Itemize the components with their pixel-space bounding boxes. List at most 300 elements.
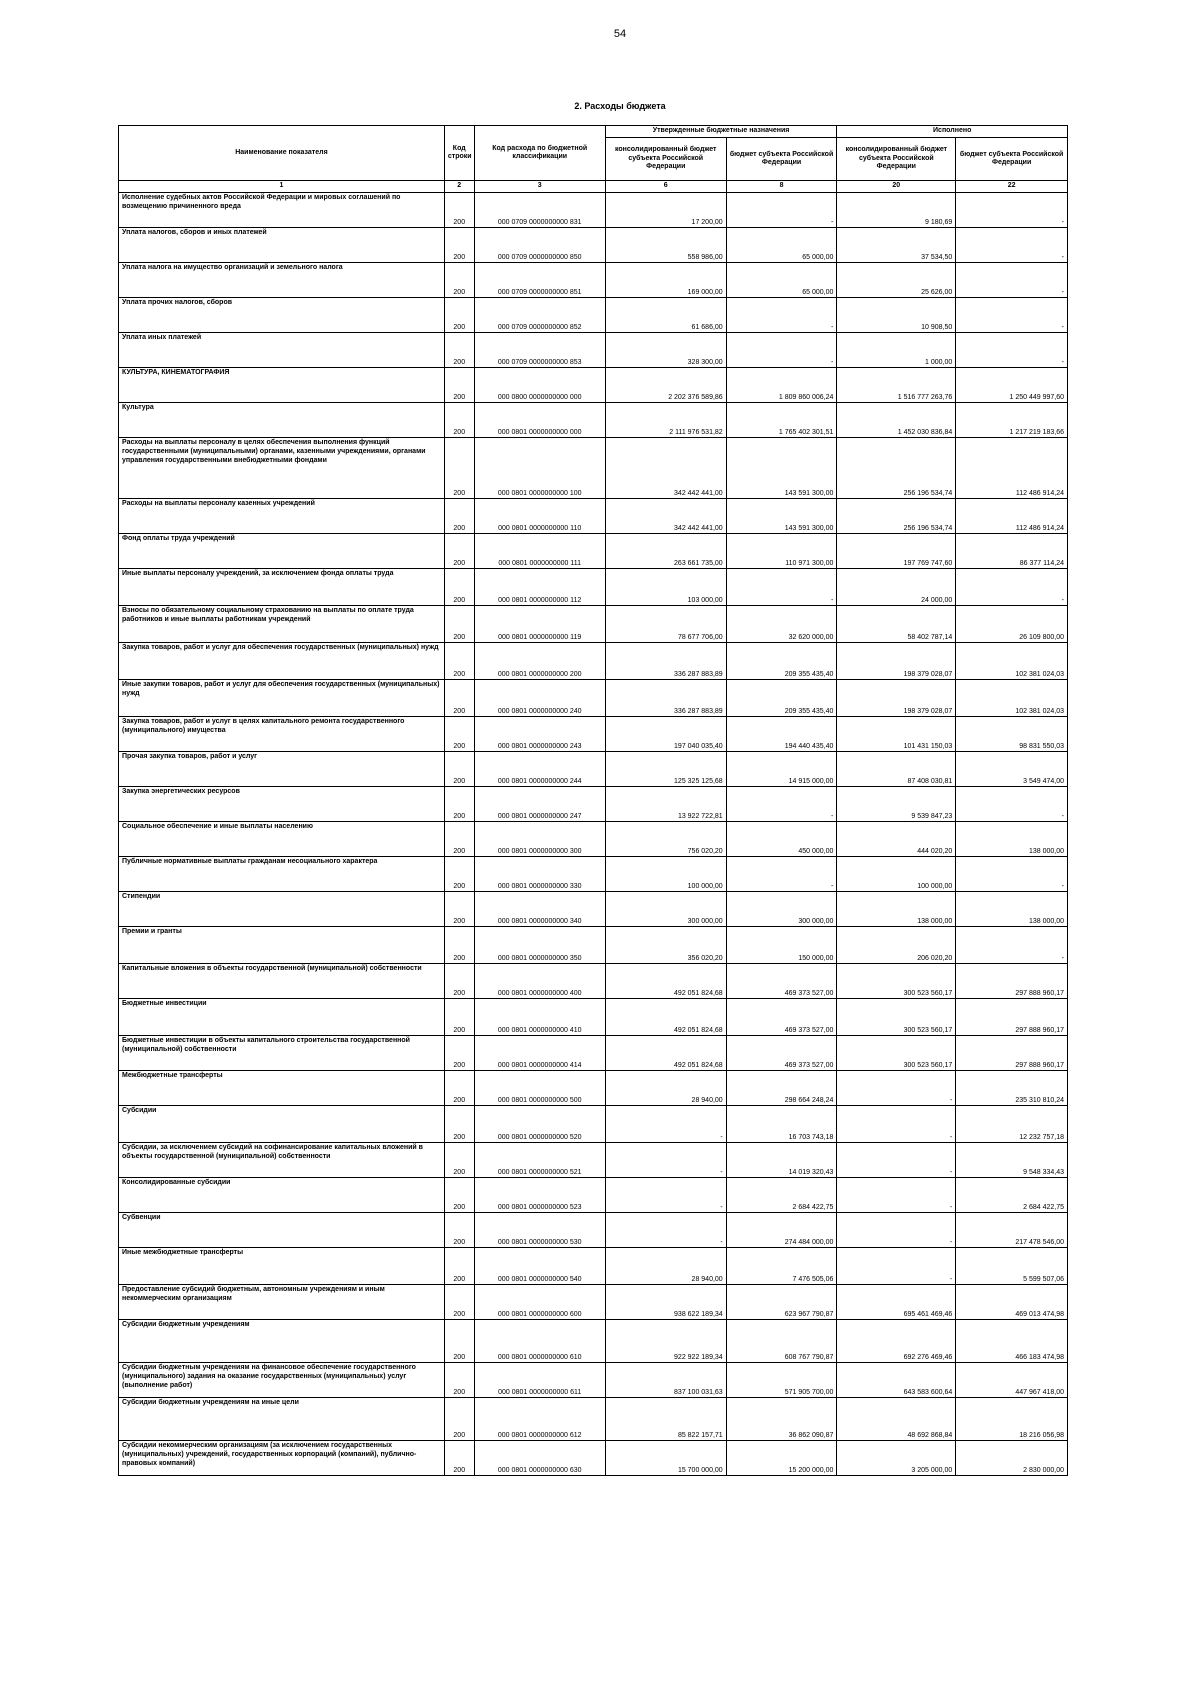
row-executed-subject: 3 549 474,00 — [956, 752, 1068, 787]
row-executed-subject: - — [956, 857, 1068, 892]
row-approved-subject: 2 684 422,75 — [726, 1178, 837, 1213]
column-number: 8 — [726, 181, 837, 193]
row-executed-consolidated: 444 020,20 — [837, 822, 956, 857]
row-budget-code: 000 0801 0000000000 110 — [474, 499, 605, 534]
row-approved-subject: - — [726, 569, 837, 606]
row-approved-subject: 65 000,00 — [726, 228, 837, 263]
table-row — [119, 1441, 1068, 1476]
row-line-code: 200 — [444, 752, 474, 787]
table-row — [119, 1143, 1068, 1178]
row-executed-subject: - — [956, 228, 1068, 263]
table-row — [119, 1285, 1068, 1320]
row-line-code: 200 — [444, 499, 474, 534]
row-approved-subject: 1 765 402 301,51 — [726, 403, 837, 438]
row-line-code: 200 — [444, 1143, 474, 1178]
row-approved-consolidated: 2 111 976 531,82 — [605, 403, 726, 438]
row-name: Расходы на выплаты персоналу в целях обеспечения выполнения функций государственными (муниципальными) органами, казенными учреждениями, органами управления государственными внебюджетными фондами — [119, 438, 445, 499]
row-approved-subject: 274 484 000,00 — [726, 1213, 837, 1248]
row-line-code: 200 — [444, 333, 474, 368]
row-executed-consolidated: 87 408 030,81 — [837, 752, 956, 787]
row-approved-subject: 7 476 505,06 — [726, 1248, 837, 1285]
row-budget-code: 000 0801 0000000000 612 — [474, 1398, 605, 1441]
row-executed-consolidated: 197 769 747,60 — [837, 534, 956, 569]
row-approved-subject: - — [726, 857, 837, 892]
row-line-code: 200 — [444, 999, 474, 1036]
table-row — [119, 857, 1068, 892]
row-executed-consolidated: - — [837, 1071, 956, 1106]
row-executed-subject: 297 888 960,17 — [956, 964, 1068, 999]
table-row — [119, 717, 1068, 752]
row-line-code: 200 — [444, 403, 474, 438]
table-row — [119, 298, 1068, 333]
row-approved-consolidated: 125 325 125,68 — [605, 752, 726, 787]
row-budget-code: 000 0801 0000000000 240 — [474, 680, 605, 717]
row-executed-subject: 2 684 422,75 — [956, 1178, 1068, 1213]
row-approved-subject: 14 915 000,00 — [726, 752, 837, 787]
row-name: Уплата налогов, сборов и иных платежей — [119, 228, 445, 263]
table-row — [119, 1248, 1068, 1285]
row-approved-subject: 571 905 700,00 — [726, 1363, 837, 1398]
row-approved-consolidated: 336 287 883,89 — [605, 643, 726, 680]
row-name: Уплата иных платежей — [119, 333, 445, 368]
header-executed-consolidated: консолидированный бюджет субъекта Российской Федерации — [837, 138, 956, 181]
row-executed-subject: 297 888 960,17 — [956, 1036, 1068, 1071]
row-approved-consolidated: - — [605, 1106, 726, 1143]
row-name: Субсидии бюджетным учреждениям — [119, 1320, 445, 1363]
table-row — [119, 1320, 1068, 1363]
row-budget-code: 000 0801 0000000000 600 — [474, 1285, 605, 1320]
row-approved-subject: 150 000,00 — [726, 927, 837, 964]
row-executed-subject: 235 310 810,24 — [956, 1071, 1068, 1106]
row-budget-code: 000 0801 0000000000 244 — [474, 752, 605, 787]
row-name: Публичные нормативные выплаты гражданам несоциального характера — [119, 857, 445, 892]
row-executed-subject: 138 000,00 — [956, 892, 1068, 927]
row-executed-consolidated: 3 205 000,00 — [837, 1441, 956, 1476]
row-budget-code: 000 0801 0000000000 112 — [474, 569, 605, 606]
row-approved-consolidated: 28 940,00 — [605, 1071, 726, 1106]
row-approved-subject: 143 591 300,00 — [726, 438, 837, 499]
row-budget-code: 000 0801 0000000000 530 — [474, 1213, 605, 1248]
row-executed-consolidated: 198 379 028,07 — [837, 643, 956, 680]
row-approved-subject: 300 000,00 — [726, 892, 837, 927]
table-row — [119, 752, 1068, 787]
row-executed-consolidated: 101 431 150,03 — [837, 717, 956, 752]
row-approved-subject: 623 967 790,87 — [726, 1285, 837, 1320]
row-line-code: 200 — [444, 298, 474, 333]
row-executed-subject: - — [956, 298, 1068, 333]
row-executed-subject: 217 478 546,00 — [956, 1213, 1068, 1248]
row-line-code: 200 — [444, 1398, 474, 1441]
row-name: КУЛЬТУРА, КИНЕМАТОГРАФИЯ — [119, 368, 445, 403]
table-row — [119, 403, 1068, 438]
row-executed-consolidated: - — [837, 1143, 956, 1178]
table-row — [119, 927, 1068, 964]
row-executed-consolidated: 256 196 534,74 — [837, 499, 956, 534]
row-approved-consolidated: 85 822 157,71 — [605, 1398, 726, 1441]
row-approved-consolidated: 263 661 735,00 — [605, 534, 726, 569]
header-executed: Исполнено — [837, 126, 1068, 138]
row-approved-consolidated: 61 686,00 — [605, 298, 726, 333]
row-executed-consolidated: 300 523 560,17 — [837, 999, 956, 1036]
column-number: 1 — [119, 181, 445, 193]
row-line-code: 200 — [444, 717, 474, 752]
table-row — [119, 822, 1068, 857]
table-row — [119, 193, 1068, 228]
row-budget-code: 000 0801 0000000000 610 — [474, 1320, 605, 1363]
row-name: Прочая закупка товаров, работ и услуг — [119, 752, 445, 787]
row-budget-code: 000 0801 0000000000 100 — [474, 438, 605, 499]
row-executed-subject: 18 216 056,98 — [956, 1398, 1068, 1441]
row-approved-consolidated: 342 442 441,00 — [605, 438, 726, 499]
row-approved-consolidated: 17 200,00 — [605, 193, 726, 228]
row-approved-consolidated: 938 622 189,34 — [605, 1285, 726, 1320]
row-executed-subject: 466 183 474,98 — [956, 1320, 1068, 1363]
row-budget-code: 000 0801 0000000000 330 — [474, 857, 605, 892]
row-approved-consolidated: 78 677 706,00 — [605, 606, 726, 643]
row-name: Бюджетные инвестиции в объекты капитального строительства государственной (муниципальной) собственности — [119, 1036, 445, 1071]
row-name: Расходы на выплаты персоналу казенных учреждений — [119, 499, 445, 534]
header-name: Наименование показателя — [119, 126, 445, 181]
row-executed-subject: 26 109 800,00 — [956, 606, 1068, 643]
row-line-code: 200 — [444, 857, 474, 892]
table-row — [119, 534, 1068, 569]
row-line-code: 200 — [444, 1213, 474, 1248]
row-budget-code: 000 0801 0000000000 523 — [474, 1178, 605, 1213]
row-executed-subject: 447 967 418,00 — [956, 1363, 1068, 1398]
row-approved-consolidated: 197 040 035,40 — [605, 717, 726, 752]
row-approved-consolidated: 342 442 441,00 — [605, 499, 726, 534]
row-approved-consolidated: 300 000,00 — [605, 892, 726, 927]
row-budget-code: 000 0801 0000000000 119 — [474, 606, 605, 643]
row-line-code: 200 — [444, 1363, 474, 1398]
row-approved-consolidated: - — [605, 1213, 726, 1248]
row-budget-code: 000 0801 0000000000 414 — [474, 1036, 605, 1071]
row-executed-consolidated: - — [837, 1213, 956, 1248]
row-executed-subject: - — [956, 569, 1068, 606]
row-executed-subject: 98 831 550,03 — [956, 717, 1068, 752]
row-approved-subject: 143 591 300,00 — [726, 499, 837, 534]
row-budget-code: 000 0709 0000000000 850 — [474, 228, 605, 263]
row-name: Закупка энергетических ресурсов — [119, 787, 445, 822]
table-row — [119, 228, 1068, 263]
row-executed-consolidated: 695 461 469,46 — [837, 1285, 956, 1320]
row-executed-subject: - — [956, 263, 1068, 298]
table-row — [119, 368, 1068, 403]
row-executed-consolidated: 24 000,00 — [837, 569, 956, 606]
row-approved-subject: 608 767 790,87 — [726, 1320, 837, 1363]
row-executed-subject: 112 486 914,24 — [956, 499, 1068, 534]
row-budget-code: 000 0801 0000000000 630 — [474, 1441, 605, 1476]
header-approved-subject: бюджет субъекта Российской Федерации — [726, 138, 837, 181]
row-approved-consolidated: 492 051 824,68 — [605, 999, 726, 1036]
row-approved-consolidated: 2 202 376 589,86 — [605, 368, 726, 403]
column-number: 6 — [605, 181, 726, 193]
row-approved-subject: - — [726, 298, 837, 333]
row-approved-subject: 65 000,00 — [726, 263, 837, 298]
header-line-code: Код строки — [444, 126, 474, 181]
row-approved-subject: 469 373 527,00 — [726, 964, 837, 999]
row-budget-code: 000 0709 0000000000 851 — [474, 263, 605, 298]
row-budget-code: 000 0709 0000000000 831 — [474, 193, 605, 228]
row-executed-consolidated: 692 276 469,46 — [837, 1320, 956, 1363]
row-budget-code: 000 0801 0000000000 200 — [474, 643, 605, 680]
row-executed-consolidated: 48 692 868,84 — [837, 1398, 956, 1441]
row-approved-consolidated: 336 287 883,89 — [605, 680, 726, 717]
row-line-code: 200 — [444, 1071, 474, 1106]
header-approved: Утвержденные бюджетные назначения — [605, 126, 837, 138]
row-executed-subject: 138 000,00 — [956, 822, 1068, 857]
row-approved-consolidated: 328 300,00 — [605, 333, 726, 368]
row-name: Иные межбюджетные трансферты — [119, 1248, 445, 1285]
row-budget-code: 000 0801 0000000000 400 — [474, 964, 605, 999]
row-line-code: 200 — [444, 1320, 474, 1363]
row-approved-consolidated: 28 940,00 — [605, 1248, 726, 1285]
row-approved-subject: 16 703 743,18 — [726, 1106, 837, 1143]
row-line-code: 200 — [444, 1441, 474, 1476]
row-line-code: 200 — [444, 1106, 474, 1143]
row-budget-code: 000 0801 0000000000 520 — [474, 1106, 605, 1143]
row-approved-subject: 450 000,00 — [726, 822, 837, 857]
row-name: Предоставление субсидий бюджетным, автономным учреждениям и иным некоммерческим организациям — [119, 1285, 445, 1320]
row-executed-subject: - — [956, 927, 1068, 964]
row-executed-consolidated: - — [837, 1106, 956, 1143]
row-executed-subject: - — [956, 787, 1068, 822]
row-approved-subject: 1 809 860 006,24 — [726, 368, 837, 403]
row-name: Стипендии — [119, 892, 445, 927]
table-row — [119, 1363, 1068, 1398]
row-executed-consolidated: 256 196 534,74 — [837, 438, 956, 499]
row-executed-consolidated: 9 180,69 — [837, 193, 956, 228]
row-line-code: 200 — [444, 787, 474, 822]
row-name: Субсидии бюджетным учреждениям на иные цели — [119, 1398, 445, 1441]
column-number: 20 — [837, 181, 956, 193]
row-name: Капитальные вложения в объекты государственной (муниципальной) собственности — [119, 964, 445, 999]
row-line-code: 200 — [444, 569, 474, 606]
row-executed-consolidated: - — [837, 1248, 956, 1285]
row-budget-code: 000 0801 0000000000 111 — [474, 534, 605, 569]
row-budget-code: 000 0801 0000000000 410 — [474, 999, 605, 1036]
row-approved-subject: 209 355 435,40 — [726, 680, 837, 717]
row-executed-consolidated: 206 020,20 — [837, 927, 956, 964]
row-budget-code: 000 0801 0000000000 300 — [474, 822, 605, 857]
expenses-table — [118, 125, 1068, 1476]
table-row — [119, 999, 1068, 1036]
row-line-code: 200 — [444, 822, 474, 857]
row-approved-subject: 209 355 435,40 — [726, 643, 837, 680]
row-executed-consolidated: 25 626,00 — [837, 263, 956, 298]
row-approved-subject: 110 971 300,00 — [726, 534, 837, 569]
table-row — [119, 964, 1068, 999]
column-number: 2 — [444, 181, 474, 193]
row-name: Закупка товаров, работ и услуг для обеспечения государственных (муниципальных) нужд — [119, 643, 445, 680]
row-name: Культура — [119, 403, 445, 438]
row-approved-consolidated: 756 020,20 — [605, 822, 726, 857]
table-row — [119, 499, 1068, 534]
row-line-code: 200 — [444, 680, 474, 717]
row-approved-consolidated: 492 051 824,68 — [605, 1036, 726, 1071]
row-name: Субсидии некоммерческим организациям (за исключением государственных (муниципальных) учреждений, государственных корпораций (компаний), публично-правовых компаний) — [119, 1441, 445, 1476]
row-approved-consolidated: 356 020,20 — [605, 927, 726, 964]
row-executed-consolidated: 58 402 787,14 — [837, 606, 956, 643]
table-row — [119, 333, 1068, 368]
row-executed-subject: - — [956, 333, 1068, 368]
table-row — [119, 1106, 1068, 1143]
table-row — [119, 606, 1068, 643]
row-executed-subject: 5 599 507,06 — [956, 1248, 1068, 1285]
table-row — [119, 643, 1068, 680]
row-executed-consolidated: 10 908,50 — [837, 298, 956, 333]
row-name: Премии и гранты — [119, 927, 445, 964]
row-executed-consolidated: - — [837, 1178, 956, 1213]
row-budget-code: 000 0801 0000000000 540 — [474, 1248, 605, 1285]
row-approved-subject: 469 373 527,00 — [726, 999, 837, 1036]
header-approved-consolidated: консолидированный бюджет субъекта Российской Федерации — [605, 138, 726, 181]
table-row — [119, 892, 1068, 927]
row-name: Иные закупки товаров, работ и услуг для обеспечения государственных (муниципальных) нужд — [119, 680, 445, 717]
row-approved-consolidated: 558 986,00 — [605, 228, 726, 263]
row-budget-code: 000 0800 0000000000 000 — [474, 368, 605, 403]
row-executed-consolidated: 300 523 560,17 — [837, 964, 956, 999]
row-approved-consolidated: - — [605, 1178, 726, 1213]
row-executed-consolidated: 1 000,00 — [837, 333, 956, 368]
table-row — [119, 1398, 1068, 1441]
row-name: Бюджетные инвестиции — [119, 999, 445, 1036]
table-row — [119, 569, 1068, 606]
row-budget-code: 000 0801 0000000000 611 — [474, 1363, 605, 1398]
row-name: Субвенции — [119, 1213, 445, 1248]
row-approved-subject: 15 200 000,00 — [726, 1441, 837, 1476]
row-name: Уплата налога на имущество организаций и земельного налога — [119, 263, 445, 298]
row-approved-subject: 469 373 527,00 — [726, 1036, 837, 1071]
row-executed-consolidated: 9 539 847,23 — [837, 787, 956, 822]
row-approved-consolidated: 922 922 189,34 — [605, 1320, 726, 1363]
table-row — [119, 1213, 1068, 1248]
row-executed-subject: 102 381 024,03 — [956, 680, 1068, 717]
table-row — [119, 1071, 1068, 1106]
row-name: Социальное обеспечение и иные выплаты населению — [119, 822, 445, 857]
row-line-code: 200 — [444, 263, 474, 298]
table-row — [119, 438, 1068, 499]
row-approved-consolidated: 169 000,00 — [605, 263, 726, 298]
row-budget-code: 000 0801 0000000000 500 — [474, 1071, 605, 1106]
row-budget-code: 000 0801 0000000000 247 — [474, 787, 605, 822]
row-executed-subject: 9 548 334,43 — [956, 1143, 1068, 1178]
row-approved-consolidated: 103 000,00 — [605, 569, 726, 606]
row-name: Фонд оплаты труда учреждений — [119, 534, 445, 569]
row-name: Межбюджетные трансферты — [119, 1071, 445, 1106]
row-name: Субсидии — [119, 1106, 445, 1143]
row-budget-code: 000 0709 0000000000 853 — [474, 333, 605, 368]
row-executed-subject: - — [956, 193, 1068, 228]
row-approved-subject: - — [726, 193, 837, 228]
row-line-code: 200 — [444, 892, 474, 927]
row-line-code: 200 — [444, 964, 474, 999]
row-executed-consolidated: 300 523 560,17 — [837, 1036, 956, 1071]
row-budget-code: 000 0709 0000000000 852 — [474, 298, 605, 333]
row-executed-subject: 102 381 024,03 — [956, 643, 1068, 680]
row-budget-code: 000 0801 0000000000 243 — [474, 717, 605, 752]
row-name: Исполнение судебных актов Российской Федерации и мировых соглашений по возмещению причиненного вреда — [119, 193, 445, 228]
header-executed-subject: бюджет субъекта Российской Федерации — [956, 138, 1068, 181]
row-executed-consolidated: 1 452 030 836,84 — [837, 403, 956, 438]
row-approved-subject: 32 620 000,00 — [726, 606, 837, 643]
section-title: 2. Расходы бюджета — [574, 101, 666, 111]
row-name: Уплата прочих налогов, сборов — [119, 298, 445, 333]
row-budget-code: 000 0801 0000000000 000 — [474, 403, 605, 438]
row-executed-subject: 297 888 960,17 — [956, 999, 1068, 1036]
row-name: Консолидированные субсидии — [119, 1178, 445, 1213]
row-line-code: 200 — [444, 534, 474, 569]
row-executed-consolidated: 643 583 600,64 — [837, 1363, 956, 1398]
row-line-code: 200 — [444, 606, 474, 643]
row-line-code: 200 — [444, 438, 474, 499]
table-row — [119, 1178, 1068, 1213]
row-approved-consolidated: - — [605, 1143, 726, 1178]
row-line-code: 200 — [444, 1036, 474, 1071]
row-executed-subject: 12 232 757,18 — [956, 1106, 1068, 1143]
row-approved-subject: 298 664 248,24 — [726, 1071, 837, 1106]
column-number: 22 — [956, 181, 1068, 193]
header-budget-code: Код расхода по бюджетной классификации — [474, 126, 605, 181]
row-name: Закупка товаров, работ и услуг в целях капитального ремонта государственного (муниципального) имущества — [119, 717, 445, 752]
row-line-code: 200 — [444, 1248, 474, 1285]
row-executed-subject: 1 250 449 997,60 — [956, 368, 1068, 403]
row-executed-consolidated: 37 534,50 — [837, 228, 956, 263]
table-row — [119, 787, 1068, 822]
row-approved-consolidated: 492 051 824,68 — [605, 964, 726, 999]
row-executed-subject: 2 830 000,00 — [956, 1441, 1068, 1476]
row-executed-consolidated: 198 379 028,07 — [837, 680, 956, 717]
row-line-code: 200 — [444, 193, 474, 228]
row-line-code: 200 — [444, 1178, 474, 1213]
row-approved-subject: 194 440 435,40 — [726, 717, 837, 752]
table-row — [119, 680, 1068, 717]
row-approved-consolidated: 15 700 000,00 — [605, 1441, 726, 1476]
row-line-code: 200 — [444, 228, 474, 263]
row-name: Взносы по обязательному социальному страхованию на выплаты по оплате труда работников и иные выплаты работникам учреждений — [119, 606, 445, 643]
row-line-code: 200 — [444, 1285, 474, 1320]
page-number: 54 — [613, 28, 627, 40]
row-executed-consolidated: 138 000,00 — [837, 892, 956, 927]
row-executed-consolidated: 100 000,00 — [837, 857, 956, 892]
column-numbers-row — [119, 181, 1068, 193]
row-executed-subject: 112 486 914,24 — [956, 438, 1068, 499]
row-name: Субсидии бюджетным учреждениям на финансовое обеспечение государственного (муниципального) задания на оказание государственных (муниципальных) услуг (выполнение работ) — [119, 1363, 445, 1398]
row-line-code: 200 — [444, 643, 474, 680]
row-executed-subject: 86 377 114,24 — [956, 534, 1068, 569]
row-name: Иные выплаты персоналу учреждений, за исключением фонда оплаты труда — [119, 569, 445, 606]
row-approved-consolidated: 100 000,00 — [605, 857, 726, 892]
row-approved-subject: 36 862 090,87 — [726, 1398, 837, 1441]
row-executed-subject: 1 217 219 183,66 — [956, 403, 1068, 438]
row-executed-subject: 469 013 474,98 — [956, 1285, 1068, 1320]
row-line-code: 200 — [444, 368, 474, 403]
row-approved-subject: - — [726, 333, 837, 368]
table-row — [119, 263, 1068, 298]
row-name: Субсидии, за исключением субсидий на софинансирование капитальных вложений в объекты государственной (муниципальной) собственности — [119, 1143, 445, 1178]
table-row — [119, 1036, 1068, 1071]
row-budget-code: 000 0801 0000000000 521 — [474, 1143, 605, 1178]
row-approved-subject: - — [726, 787, 837, 822]
row-budget-code: 000 0801 0000000000 340 — [474, 892, 605, 927]
row-approved-consolidated: 13 922 722,81 — [605, 787, 726, 822]
row-line-code: 200 — [444, 927, 474, 964]
row-executed-consolidated: 1 516 777 263,76 — [837, 368, 956, 403]
row-budget-code: 000 0801 0000000000 350 — [474, 927, 605, 964]
row-approved-subject: 14 019 320,43 — [726, 1143, 837, 1178]
row-approved-consolidated: 837 100 031,63 — [605, 1363, 726, 1398]
column-number: 3 — [474, 181, 605, 193]
